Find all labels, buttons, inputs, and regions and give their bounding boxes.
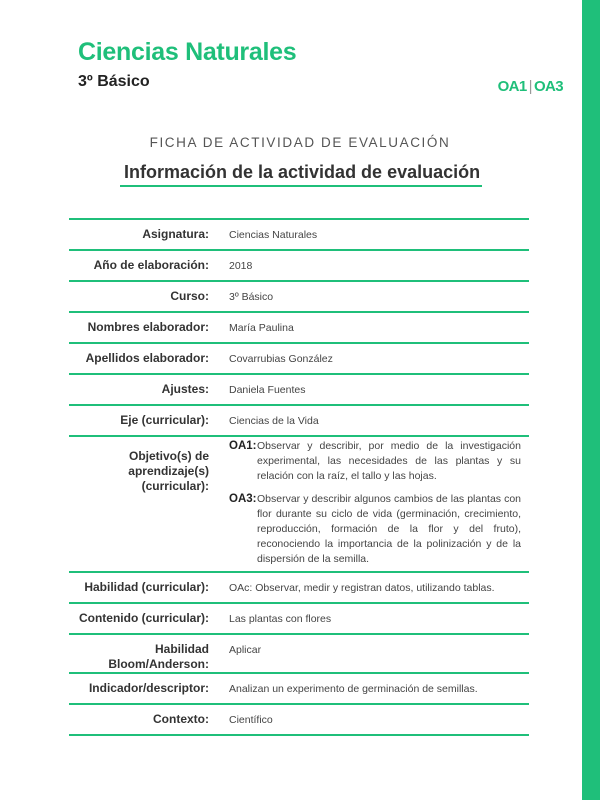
objective-code: OA3:: [229, 493, 257, 505]
field-value: María Paulina: [229, 322, 294, 334]
row-indicador: [69, 674, 529, 705]
row-contexto: [69, 705, 529, 736]
field-value: 2018: [229, 260, 253, 272]
field-label: Contenido (curricular):: [78, 611, 209, 625]
field-label: Eje (curricular):: [120, 413, 209, 427]
objective-item: [229, 492, 521, 567]
objectives-list: [219, 437, 529, 571]
field-label: Objetivo(s) de aprendizaje(s) (curricular):: [128, 449, 209, 493]
green-side-bar: [582, 0, 600, 800]
field-label: Apellidos elaborador:: [85, 351, 209, 365]
row-eje: [69, 406, 529, 437]
objective-text: Observar y describir, por medio de la investigación experimental, las necesidades de las plantas y su relación con la raíz, el tallo y las hojas.: [257, 440, 521, 482]
oa-code-first: OA1: [497, 78, 527, 95]
field-value: Aplicar: [229, 644, 262, 656]
field-label: Asignatura:: [142, 227, 209, 241]
subject-title: Ciencias Naturales: [78, 38, 297, 66]
row-objetivos: [69, 437, 529, 573]
row-ajustes: [69, 375, 529, 406]
activity-info-table: [69, 218, 529, 736]
field-label: Curso:: [170, 289, 209, 303]
row-nombres: [69, 313, 529, 344]
grade-label: 3º Básico: [78, 73, 150, 90]
row-bloom: [69, 635, 529, 674]
section-heading: Información de la actividad de evaluación: [124, 162, 481, 182]
row-anio: [69, 251, 529, 282]
field-value: Covarrubias González: [229, 353, 333, 365]
field-value: 3º Básico: [229, 291, 274, 303]
field-value: Daniela Fuentes: [229, 384, 306, 396]
field-value: Las plantas con flores: [229, 613, 332, 625]
field-label: Nombres elaborador:: [87, 320, 209, 334]
field-label: Contexto:: [153, 712, 209, 726]
heading-underline: [120, 185, 482, 187]
oa-code-separator: |: [528, 78, 532, 95]
field-value: Ciencias Naturales: [229, 229, 318, 241]
row-asignatura: [69, 220, 529, 251]
objective-code: OA1:: [229, 440, 257, 452]
objective-text: Observar y describir algunos cambios de las plantas con flor durante su ciclo de vida (germinación, crecimiento, reproducción, formación de la flor y del fruto), reconociendo la importancia de la polinización y de la dispersión de la semilla.: [257, 493, 521, 565]
oa-codes: [498, 78, 563, 95]
field-value: OAc: Observar, medir y registran datos, utilizando tablas.: [229, 582, 495, 594]
row-habilidad: [69, 573, 529, 604]
field-label: Habilidad Bloom/Anderson:: [108, 642, 209, 671]
field-label: Indicador/descriptor:: [88, 681, 209, 695]
row-contenido: [69, 604, 529, 635]
field-label: Año de elaboración:: [93, 258, 209, 272]
row-apellidos: [69, 344, 529, 375]
objective-item: [229, 439, 521, 484]
row-curso: [69, 282, 529, 313]
field-value: Científico: [229, 714, 273, 726]
field-value: Ciencias de la Vida: [229, 415, 319, 427]
field-label: Habilidad (curricular):: [84, 580, 209, 594]
field-label: Ajustes:: [161, 382, 209, 396]
oa-code-second: OA3: [533, 78, 563, 95]
field-value: Analizan un experimento de germinación de semillas.: [229, 683, 478, 695]
document-kicker: FICHA DE ACTIVIDAD DE EVALUACIÓN: [149, 135, 451, 150]
